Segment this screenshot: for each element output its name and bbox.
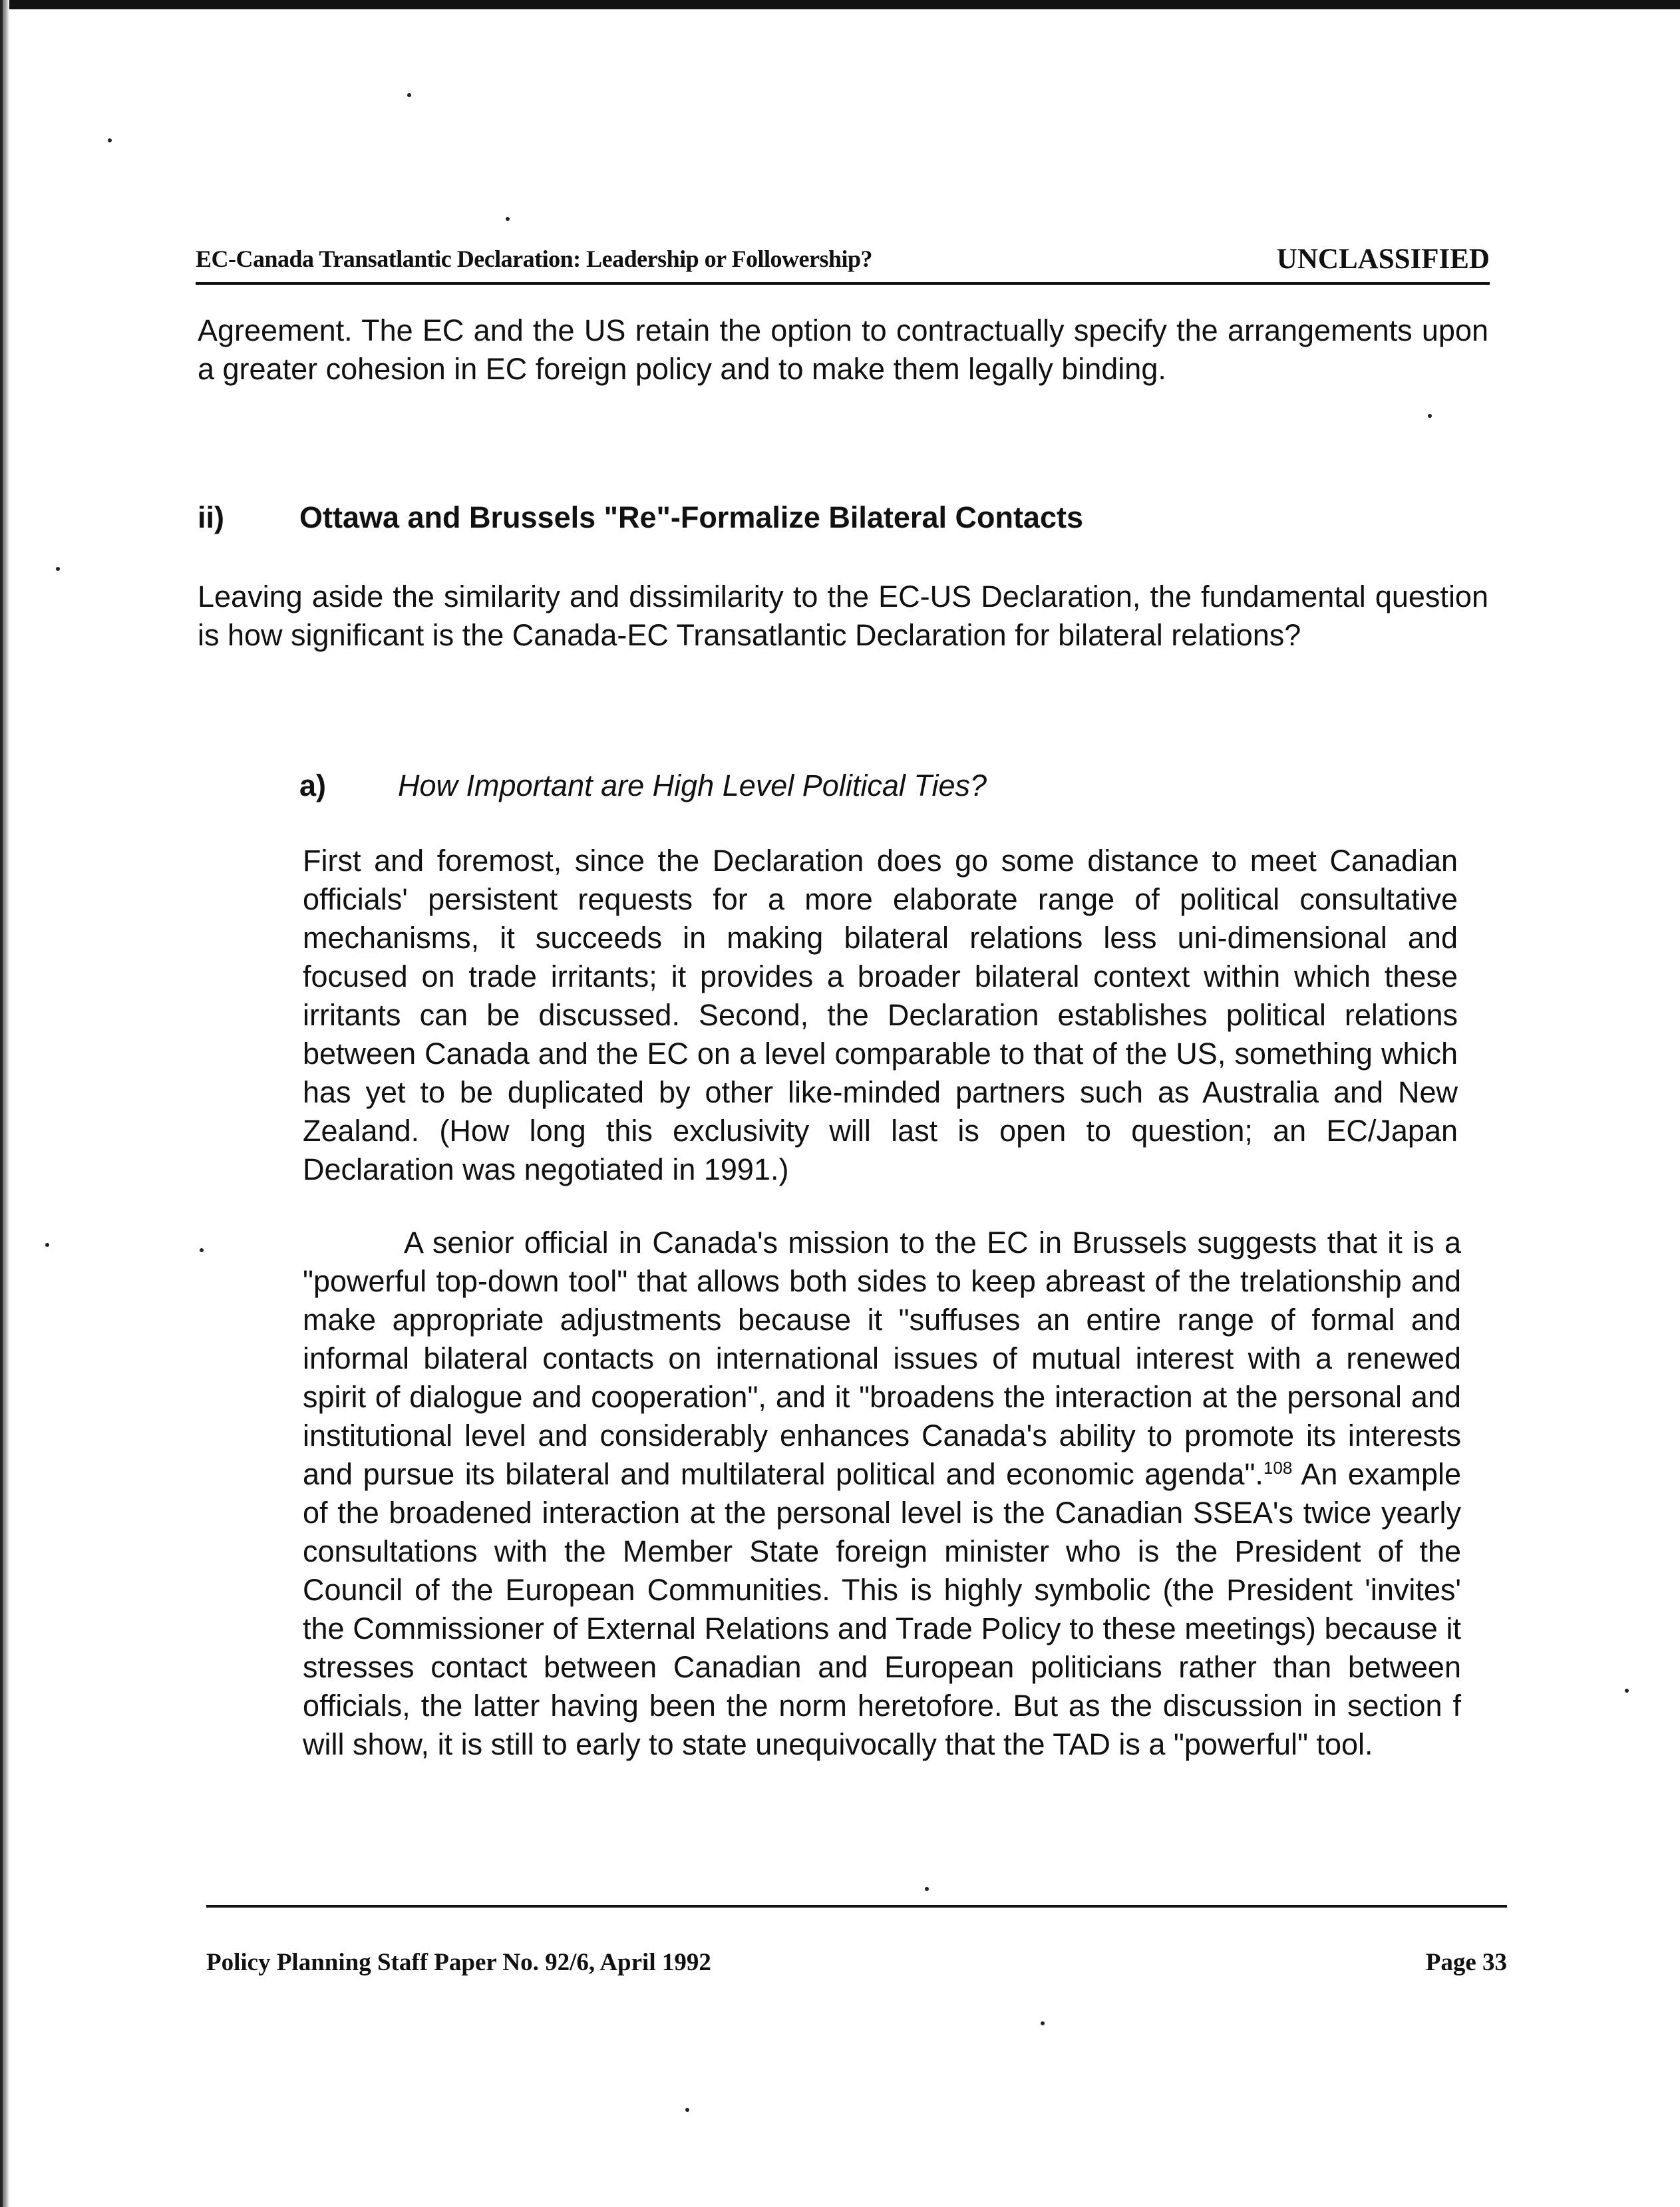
paragraph-agreement: Agreement. The EC and the US retain the option to contractually specify the arrangements upon a greater cohesion in EC foreign policy and to make them legally binding. [198,313,1488,386]
subsection-title: How Important are High Level Political Ties? [398,768,987,802]
footer-series-info: Policy Planning Staff Paper No. 92/6, April 1992 [206,1949,711,1976]
footer-rule [206,1905,1507,1908]
subsection-number: a) [299,768,327,802]
paragraph-significance: Leaving aside the similarity and dissimilarity to the EC-US Declaration, the fundamental question is how significant is the Canada-EC Transatlantic Declaration for bilateral relations? [198,580,1488,652]
scan-speck [685,2108,689,2112]
paragraph-first-and-foremost: First and foremost, since the Declaration does go some distance to meet Canadian officials' persistent requests for a more elaborate range of political consultative mechanisms, it succeeds in making bilateral relations less uni-dimensional and focused on trade irritants; it provides a broader bilateral context within which these irritants can be discussed. Second, the Declaration establishes political relations between Canada and the EC on a level comparable to that of the US, something which has yet to be duplicated by other like-minded partners such as Australia and New Zealand. (How long this exclusivity will last is open to question; an EC/Japan Declaration was negotiated in 1991.) [303,844,1458,1186]
scan-speck [56,567,60,571]
scan-speck [1428,414,1432,418]
paragraph-text-after-note: An example of the broadened interaction at the personal level is the Canadian SSEA's twice yearly consultations with the Member State foreign minister who is the President of the Council of the European Communities. This is highly symbolic (the President 'invites' the Commissioner of External Relations and Trade Policy to these meetings) because it stresses contact between Canadian and European politicians rather than between officials, the latter having been the norm heretofore. But as the discussion in section f will show, it is still to early to state unequivocally that the TAD is a "powerful" tool. [303,1457,1461,1761]
scan-speck [1625,1689,1629,1693]
paragraph-senior-official [303,1224,1461,1764]
paragraph-text-before-note: A senior official in Canada's mission to the EC in Brussels suggests that it is a "powerful top-down tool" that allows both sides to keep abreast of the trelationship and make appropriate adjustments because it "suffuses an entire range of formal and informal bilateral contacts on international issues of mutual interest with a renewed spirit of dialogue and cooperation", and it "broadens the interaction at the personal and institutional level and considerably enhances Canada's ability to promote its interests and pursue its bilateral and multilateral political and economic agenda". [303,1226,1461,1491]
section-heading-ii [198,500,1488,540]
footnote-reference: 108 [1263,1458,1293,1478]
scan-speck [108,138,112,142]
scan-speck [506,217,510,221]
page-header [196,238,1490,285]
page-number: Page 33 [1425,1949,1507,1976]
scan-top-border [0,0,1680,9]
scan-left-border [0,0,9,2207]
scan-speck [45,1243,49,1247]
scan-speck [1041,2021,1045,2025]
classification-label: UNCLASSIFIED [1276,244,1490,275]
section-number: ii) [198,500,224,534]
running-title: EC-Canada Transatlantic Declaration: Leadership or Followership? [196,246,873,272]
section-title: Ottawa and Brussels "Re"-Formalize Bilateral Contacts [299,500,1083,534]
subsection-heading-a [299,768,1430,808]
scan-speck [200,1248,204,1252]
scan-speck [407,93,411,97]
header-rule [196,282,1490,285]
scan-speck [925,1887,929,1891]
